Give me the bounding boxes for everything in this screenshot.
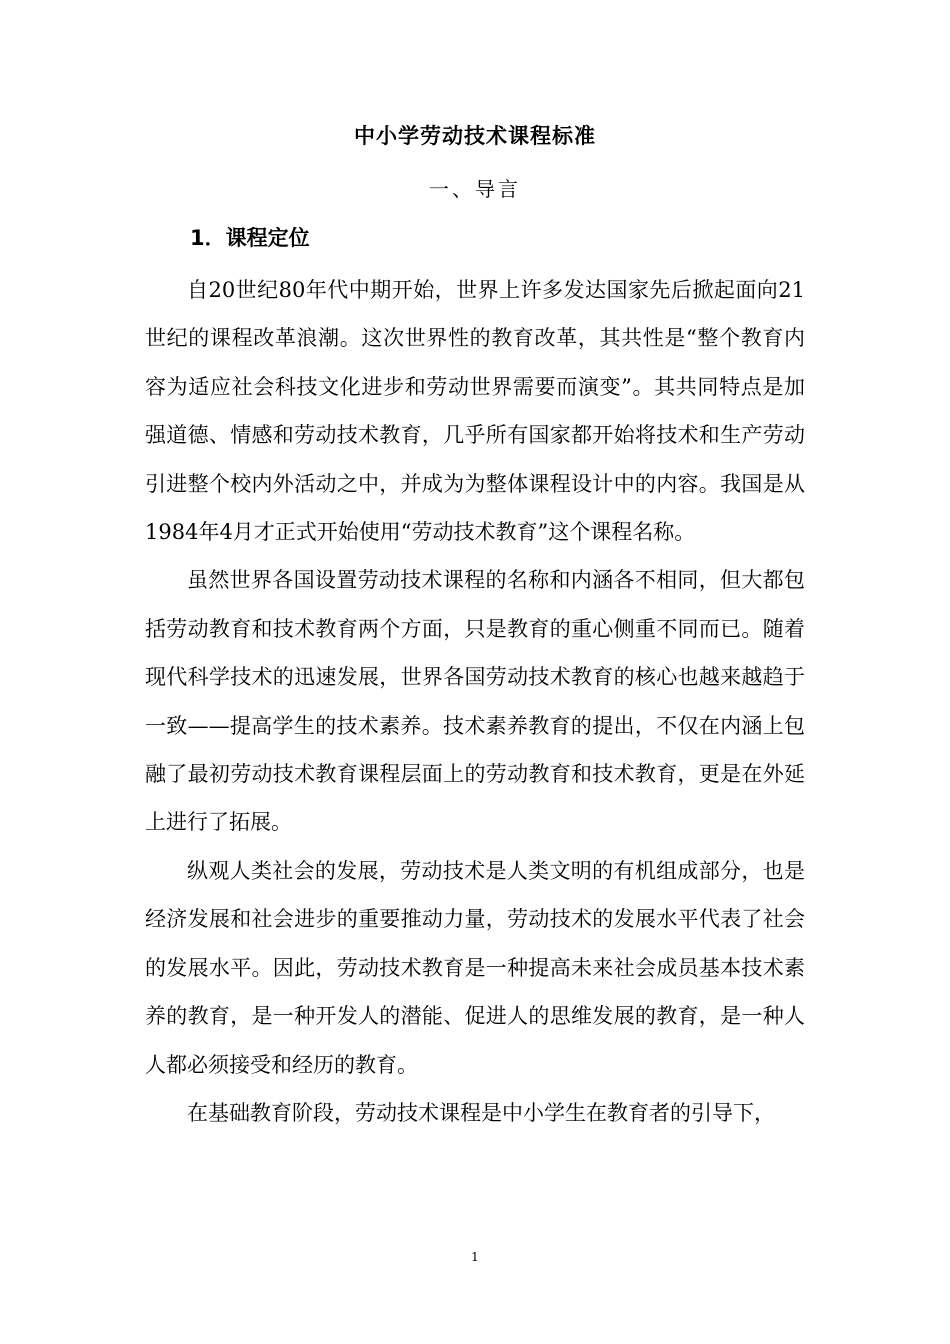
paragraph: 纵观人类社会的发展，劳动技术是人类文明的有机组成部分，也是经济发展和社会进步的重要推动力量，劳动技术的发展水平代表了社会的发展水平。因此，劳动技术教育是一种提高未来社会成员基本技术素养的教育，是一种开发人的潜能、促进人的思维发展的教育，是一种人人都必须接受和经历的教育。: [145, 858, 805, 1077]
subheading-course-positioning: 1．课程定位: [190, 226, 310, 250]
body-text: [145, 266, 805, 1137]
document-title: 中小学劳动技术课程标准: [354, 124, 596, 148]
paragraph: 自20世纪80年代中期开始，世界上许多发达国家先后掀起面向21 世纪的课程改革浪潮。这次世界性的教育改革，其共性是“整个教育内容为适应社会科技文化进步和劳动世界需要而演变”。其共同特点是加强道德、情感和劳动技术教育，几乎所有国家都开始将技术和生产劳动引进整个校内外活动之中，并成为为整体课程设计中的内容。我国是从1984年4月才正式开始使用“劳动技术教育”这个课程名称。: [145, 278, 805, 545]
paragraph: 在基础教育阶段，劳动技术课程是中小学生在教育者的引导下，: [187, 1100, 775, 1125]
paragraph: 虽然世界各国设置劳动技术课程的名称和内涵各不相同，但大都包括劳动教育和技术教育两个方面，只是教育的重心侧重不同而已。随着现代科学技术的迅速发展，世界各国劳动技术教育的核心也越来越趋于一致——提高学生的技术素养。技术素养教育的提出，不仅在内涵上包融了最初劳动技术教育课程层面上的劳动教育和技术教育，更是在外延上进行了拓展。: [145, 568, 805, 835]
page-number: 1: [471, 1250, 479, 1264]
section-heading: 一、导言: [429, 177, 521, 201]
